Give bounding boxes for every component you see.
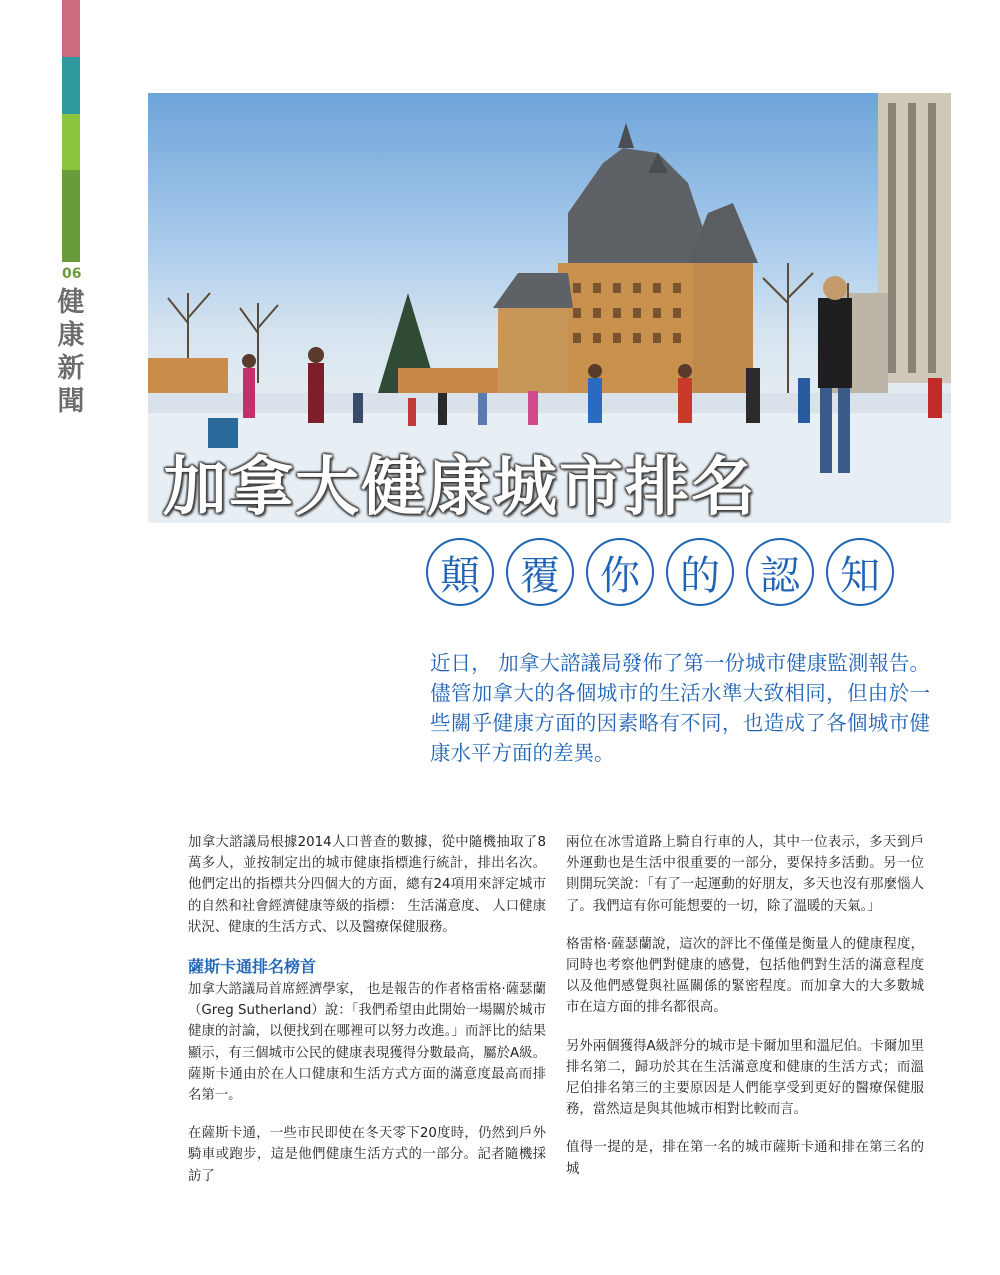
body-paragraph: 另外兩個獲得A級評分的城市是卡爾加里和溫尼伯。卡爾加里排名第二，歸功於其在生活滿意度和健康的生活方式；而溫尼伯排名第三的主要原因是人們能享受到更好的醫療保健服務，當然這是與其他城市相對比較而言。 xyxy=(566,1038,924,1118)
color-strip-pink xyxy=(62,0,80,57)
subtitle-circles xyxy=(426,538,894,608)
color-strip-green xyxy=(62,170,80,262)
body-paragraph: 兩位在冰雪道路上騎自行車的人，其中一位表示，多天到戶外運動也是生活中很重要的一部分，要保持多活動。另一位則開玩笑說：「有了一起運動的好朋友，多天也沒有那麼惱人了。我們這有你可能想要的一切，除了溫暖的天氣。」 xyxy=(566,835,924,914)
body-paragraph: 在薩斯卡通，一些市民即使在冬天零下20度時，仍然到戶外騎車或跑步，這是他們健康生活方式的一部分。記者隨機採訪了 xyxy=(188,1126,546,1184)
subtitle-char: 認 xyxy=(746,538,814,606)
page-number: 06 xyxy=(62,266,82,282)
subtitle-char: 覆 xyxy=(506,538,574,606)
subtitle-char: 顛 xyxy=(426,538,494,606)
lede-paragraph: 近日， 加拿大諮議局發佈了第一份城市健康監測報告。儘管加拿大的各個城市的生活水準大致相同，但由於一些關乎健康方面的因素略有不同，也造成了各個城市健康水平方面的差異。 xyxy=(430,651,930,765)
subtitle-char: 你 xyxy=(586,538,654,606)
subtitle-char: 的 xyxy=(666,538,734,606)
section-label: 健康新聞 xyxy=(57,287,85,417)
body-paragraph: 值得一提的是，排在第一名的城市薩斯卡通和排在第三名的城 xyxy=(566,1140,924,1177)
subtitle-char: 知 xyxy=(826,538,894,606)
body-paragraph: 格雷格·薩瑟蘭說，這次的評比不僅僅是衡量人的健康程度，同時也考察他們對健康的感覺，包括他們對生活的滿意程度以及他們感覺與社區關係的緊密程度。而加拿大的大多數城市在這方面的排名都很高。 xyxy=(566,936,924,1016)
color-strip-teal xyxy=(62,57,80,114)
body-column-left xyxy=(188,832,546,1204)
body-paragraph: 加拿大諮議局根據2014人口普查的數據，從中隨機抽取了8萬多人，並按制定出的城市健康指標進行統計，排出名次。他們定出的指標共分四個大的方面，總有24項用來評定城市的自然和社會經濟健康等級的指標： 生活滿意度、 人口健康狀況、健康的生活方式、以及醫療保健服務。 xyxy=(188,835,546,935)
body-column-right xyxy=(566,832,924,1197)
color-strip-lime xyxy=(62,114,80,170)
section-heading: 薩斯卡通排名榜首 xyxy=(188,957,317,977)
headline: 加拿大健康城市排名 xyxy=(163,451,757,525)
body-paragraph: 加拿大諮議局首席經濟學家， 也是報告的作者格雷格·薩瑟蘭（Greg Sutherland）說：「我們希望由此開始一場關於城市健康的討論，以便找到在哪裡可以努力改進。」而評比的結果顯示，有三個城市公民的健康表現獲得分數最高，屬於A級。薩斯卡通由於在人口健康和生活方式方面的滿意度最高而排名第一。 xyxy=(188,982,546,1104)
